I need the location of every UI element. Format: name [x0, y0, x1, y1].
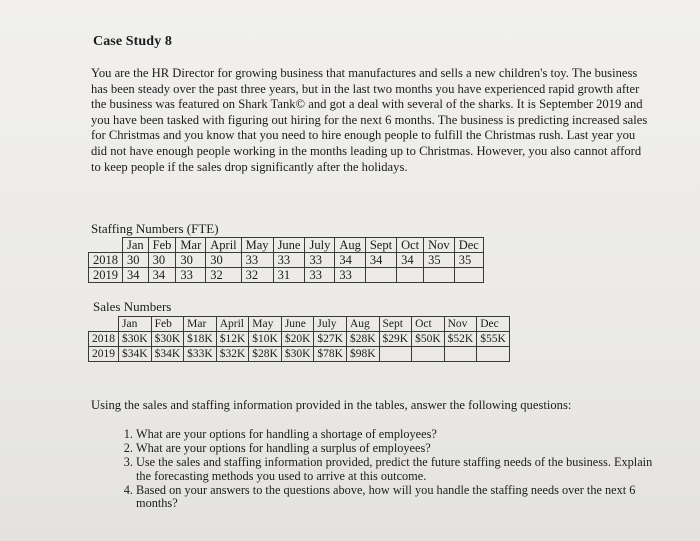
- staffing-corner-cell: [89, 238, 123, 253]
- sales-value-cell: $32K: [216, 347, 249, 362]
- sales-year-cell: 2018: [89, 332, 119, 347]
- staffing-month-header: Dec: [454, 238, 483, 253]
- staffing-value-cell: [365, 268, 396, 283]
- sales-value-cell: [379, 347, 412, 362]
- sales-value-cell: $34K: [151, 347, 184, 362]
- staffing-year-cell: 2018: [89, 253, 123, 268]
- staffing-month-header: Nov: [424, 238, 455, 253]
- sales-value-cell: $27K: [314, 332, 347, 347]
- sales-value-cell: $55K: [477, 332, 510, 347]
- sales-value-cell: $30K: [281, 347, 314, 362]
- question-item: 2. What are your options for handling a surplus of employees?: [136, 442, 656, 455]
- staffing-value-cell: 34: [365, 253, 396, 268]
- sales-row-2018: [89, 332, 510, 347]
- sales-month-header: Aug: [346, 317, 379, 332]
- staffing-month-header: Mar: [176, 238, 206, 253]
- question-item: 4. Based on your answers to the questions above, how will you handle the staffing needs over the next 6 months?: [136, 484, 656, 510]
- staffing-value-cell: 30: [148, 253, 176, 268]
- staffing-value-cell: 33: [273, 253, 305, 268]
- sales-table: [88, 316, 510, 362]
- sales-month-header: Sept: [379, 317, 412, 332]
- sales-month-header: Nov: [444, 317, 477, 332]
- staffing-header-row: [89, 238, 484, 253]
- staffing-year-cell: 2019: [89, 268, 123, 283]
- sales-month-header: Dec: [477, 317, 510, 332]
- staffing-value-cell: [454, 268, 483, 283]
- staffing-value-cell: [424, 268, 455, 283]
- sales-value-cell: $20K: [281, 332, 314, 347]
- staffing-month-header: May: [241, 238, 273, 253]
- sales-month-header: Mar: [184, 317, 217, 332]
- sales-corner-cell: [89, 317, 119, 332]
- sales-month-header: Oct: [412, 317, 445, 332]
- staffing-value-cell: 30: [206, 253, 241, 268]
- sales-value-cell: $52K: [444, 332, 477, 347]
- sales-value-cell: $28K: [346, 332, 379, 347]
- question-item: 1. What are your options for handling a shortage of employees?: [136, 428, 656, 441]
- staffing-value-cell: 33: [335, 268, 366, 283]
- case-title: Case Study 8: [93, 34, 172, 49]
- sales-value-cell: $34K: [119, 347, 152, 362]
- question-item: 3. Use the sales and staffing information provided, predict the future staffing needs of the business. Explain the forecasting methods you used to arrive at this outcome.: [136, 456, 656, 482]
- staffing-value-cell: 33: [176, 268, 206, 283]
- staffing-row-2019: [89, 268, 484, 283]
- sales-year-cell: 2019: [89, 347, 119, 362]
- staffing-value-cell: 32: [241, 268, 273, 283]
- staffing-value-cell: 34: [148, 268, 176, 283]
- sales-value-cell: [412, 347, 445, 362]
- staffing-value-cell: 32: [206, 268, 241, 283]
- instructions-text: Using the sales and staffing information provided in the tables, answer the following questions:: [91, 398, 572, 412]
- sales-value-cell: $50K: [412, 332, 445, 347]
- sales-row-2019: [89, 347, 510, 362]
- sales-month-header: May: [249, 317, 282, 332]
- sales-header-row: [89, 317, 510, 332]
- staffing-value-cell: 34: [123, 268, 149, 283]
- sales-month-header: April: [216, 317, 249, 332]
- staffing-month-header: Oct: [397, 238, 424, 253]
- sales-value-cell: [444, 347, 477, 362]
- staffing-month-header: Feb: [148, 238, 176, 253]
- sales-month-header: July: [314, 317, 347, 332]
- staffing-month-header: Aug: [335, 238, 366, 253]
- staffing-month-header: June: [273, 238, 305, 253]
- staffing-value-cell: 35: [424, 253, 455, 268]
- intro-paragraph: You are the HR Director for growing business that manufactures and sells a new children's toy. The business has been steady over the past three years, but in the last two months you have experienced rapid growth after the business was featured on Shark Tank© and got a deal with several of the sharks. It is September 2019 and you have been tasked with figuring out hiring for the next 6 months. The business is predicting increased sales for Christmas and you know that you need to hire enough people to fulfill the Christmas rush. Last year you did not have enough people working in the months leading up to Christmas. However, you also cannot afford to keep people if the sales drop significantly after the holidays.: [91, 66, 648, 174]
- staffing-value-cell: 33: [305, 268, 335, 283]
- staffing-month-header: Sept: [365, 238, 396, 253]
- staffing-value-cell: [397, 268, 424, 283]
- sales-value-cell: $30K: [151, 332, 184, 347]
- sales-value-cell: $98K: [346, 347, 379, 362]
- sales-month-header: Jan: [119, 317, 152, 332]
- staffing-table-label: Staffing Numbers (FTE): [91, 221, 219, 236]
- staffing-value-cell: 30: [176, 253, 206, 268]
- staffing-value-cell: 34: [335, 253, 366, 268]
- staffing-value-cell: 34: [397, 253, 424, 268]
- sales-value-cell: $78K: [314, 347, 347, 362]
- staffing-table: [88, 237, 484, 283]
- staffing-value-cell: 31: [273, 268, 305, 283]
- staffing-value-cell: 33: [305, 253, 335, 268]
- sales-table-label: Sales Numbers: [93, 299, 172, 314]
- sales-month-header: June: [281, 317, 314, 332]
- staffing-month-header: July: [305, 238, 335, 253]
- staffing-value-cell: 35: [454, 253, 483, 268]
- sales-value-cell: $33K: [184, 347, 217, 362]
- staffing-value-cell: 30: [123, 253, 149, 268]
- staffing-row-2018: [89, 253, 484, 268]
- staffing-value-cell: 33: [241, 253, 273, 268]
- sales-value-cell: $18K: [184, 332, 217, 347]
- sales-value-cell: $29K: [379, 332, 412, 347]
- questions-list: [118, 428, 656, 511]
- sales-value-cell: $12K: [216, 332, 249, 347]
- sales-value-cell: $30K: [119, 332, 152, 347]
- sales-value-cell: $28K: [249, 347, 282, 362]
- staffing-month-header: Jan: [123, 238, 149, 253]
- sales-value-cell: [477, 347, 510, 362]
- staffing-month-header: April: [206, 238, 241, 253]
- sales-month-header: Feb: [151, 317, 184, 332]
- sales-value-cell: $10K: [249, 332, 282, 347]
